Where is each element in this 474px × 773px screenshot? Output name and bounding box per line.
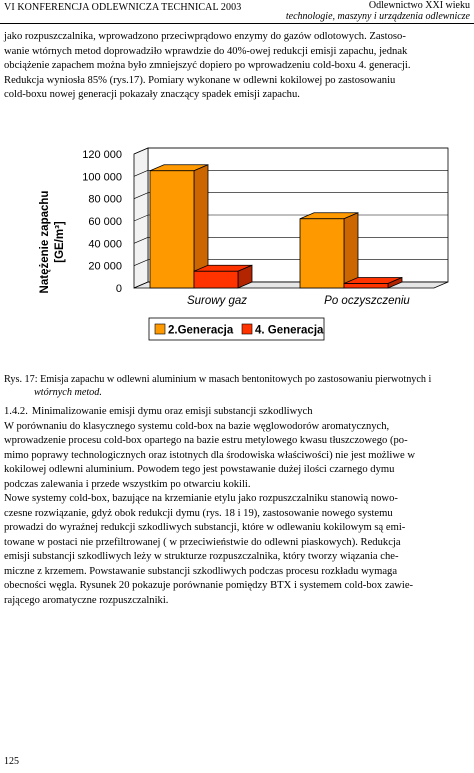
section-line: mimo poprawy technologicznych oraz istotnych dla środowiska właściwości) nie jest możliwe w bbox=[4, 449, 415, 461]
page-number: 125 bbox=[4, 756, 19, 767]
intro-paragraph bbox=[4, 30, 470, 103]
journal-title-line1: Odlewnictwo XXI wieku bbox=[368, 0, 470, 11]
x-tick-labels bbox=[187, 295, 410, 307]
y-tick-labels bbox=[82, 149, 122, 295]
bar bbox=[150, 171, 194, 288]
section-1-4-2 bbox=[4, 405, 470, 608]
legend-label: 4. Generacja bbox=[255, 324, 324, 337]
bar-side bbox=[344, 213, 358, 288]
y-tick-label: 0 bbox=[115, 283, 122, 295]
figure-caption bbox=[4, 373, 470, 399]
caption-line2: wtórnych metod. bbox=[34, 387, 102, 398]
y-axis-title-line2: [GE/m³] bbox=[54, 221, 66, 263]
section-number: 1.4.2. bbox=[4, 406, 28, 417]
legend-swatch bbox=[155, 324, 165, 334]
journal-title bbox=[286, 0, 470, 22]
section-line: emisji substancji szkodliwych leży w strukturze rozpuszczalnika, który tworzy wiązania che- bbox=[4, 551, 399, 562]
chart-svg bbox=[4, 138, 470, 356]
section-line: obecności węgla. Rysunek 20 pokazuje porównanie pomiędzy BTX i systemem cold-box zawie- bbox=[4, 580, 414, 591]
section-line: kokilowej odlewni aluminium. Powodem tego jest powstawanie dużej ilości czarnego dymu bbox=[4, 464, 395, 475]
y-axis-title-line1: Natężenie zapachu bbox=[39, 190, 51, 294]
y-tick-label: 60 000 bbox=[88, 216, 122, 228]
y-axis-title bbox=[39, 191, 66, 294]
intro-line: Redukcja wyniosła 85% (rys.17). Pomiary wykonane w odlewni kokilowej po zastosowaniu bbox=[4, 74, 396, 86]
section-line: Nowe systemy cold-box, bazujące na krzemianie etylu jako rozpuszczalniku stanowią nowo- bbox=[4, 493, 398, 504]
header-rule bbox=[0, 23, 474, 24]
section-title: Minimalizowanie emisji dymu oraz emisji substancji szkodliwych bbox=[31, 406, 313, 417]
section-line: podczas zalewania i przede wszystkim po otwarciu kokili. bbox=[4, 478, 251, 490]
y-tick-label: 120 000 bbox=[82, 149, 122, 161]
y-tick-label: 40 000 bbox=[88, 238, 122, 251]
legend-swatch bbox=[242, 324, 252, 334]
section-heading bbox=[4, 405, 470, 420]
bar bbox=[344, 284, 388, 288]
bar bbox=[300, 219, 344, 288]
page-header bbox=[0, 0, 474, 24]
intro-line: jako rozpuszczalnika, wprowadzono przeciwprądowo enzymy do gazów odlotowych. Zastoso- bbox=[4, 31, 406, 42]
odor-emission-chart bbox=[4, 138, 470, 356]
chart-legend bbox=[149, 318, 324, 340]
intro-line: wanie wtórnych metod doprowadziło wprawdzie do 40%-owej redukcji emisji zapachu, jednak bbox=[4, 45, 408, 57]
section-line: prowadzi do wyraźnej redukcji szkodliwych substancji, które w odlewaniu kokilowym są emi- bbox=[4, 522, 406, 533]
intro-line: obciążenie zapachem można było zmniejszyć dopiero po wprowadzeniu cold-boxu 4. generacji. bbox=[4, 60, 411, 71]
bar bbox=[194, 271, 238, 288]
section-line: miczne z krzemem. Powstawanie substancji szkodliwych podczas procesu rozkładu wymaga bbox=[4, 565, 398, 577]
x-tick-label: Po oczyszczeniu bbox=[324, 295, 410, 307]
conference-title: VI KONFERENCJA ODLEWNICZA TECHNICAL 2003 bbox=[4, 2, 242, 13]
y-tick-label: 20 000 bbox=[88, 260, 122, 273]
y-tick-label: 100 000 bbox=[82, 171, 122, 184]
section-line: towane w postaci nie przefiltrowanej ( w przeciwieństwie do odlewni piaskowych). Redukcja bbox=[4, 536, 401, 548]
journal-title-line2: technologie, maszyny i urządzenia odlewnicze bbox=[285, 11, 470, 22]
section-line: wprowadzenie procesu cold-box opartego na bazie estru metylowego kwasu tłuszczowego (po- bbox=[4, 435, 408, 446]
x-tick-label: Surowy gaz bbox=[186, 295, 248, 307]
section-line: W porównaniu do klasycznego systemu cold-box na bazie węglowodorów aromatycznych, bbox=[4, 420, 390, 432]
section-line: czesne rozwiązanie, gdyż obok redukcji dymu (rys. 18 i 19), zastosowanie nowego systemu bbox=[4, 507, 393, 519]
intro-line: cold-boxu nowej generacji pokazały znaczący spadek emisji zapachu. bbox=[4, 89, 300, 100]
y-tick-label: 80 000 bbox=[88, 193, 122, 206]
caption-line1: Rys. 17: Emisja zapachu w odlewni aluminium w masach bentonitowych po zastosowaniu pierwotnych i bbox=[4, 374, 432, 385]
section-line: rającego aromatyczne rozpuszczalniki. bbox=[4, 594, 169, 606]
legend-label: 2.Generacja bbox=[168, 324, 234, 337]
